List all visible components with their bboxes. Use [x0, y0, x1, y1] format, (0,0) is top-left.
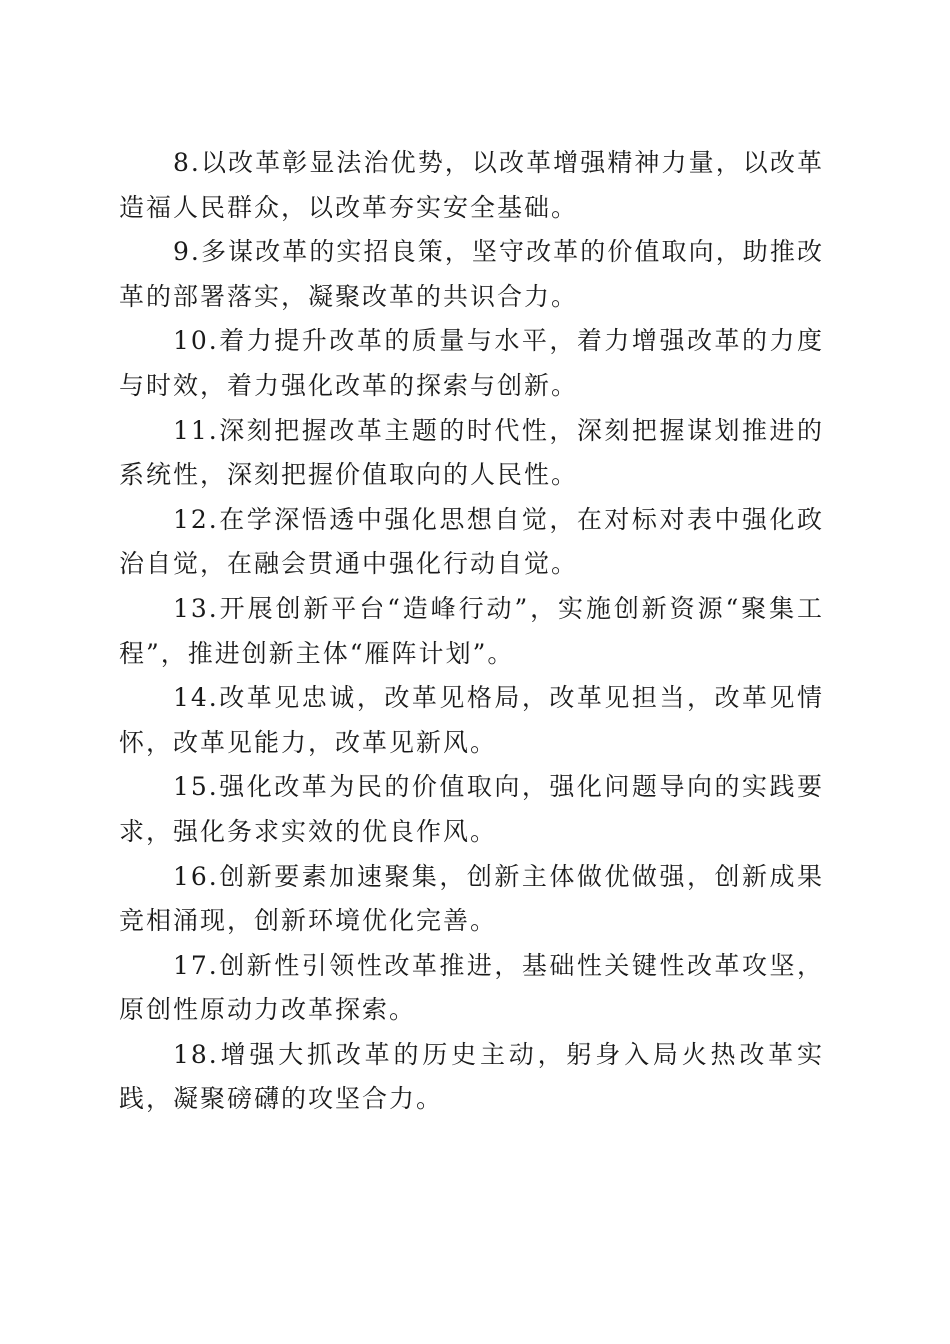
list-item-18: 18.增强大抓改革的历史主动，躬身入局火热改革实践，凝聚磅礴的攻坚合力。: [119, 1039, 824, 1114]
list-item-14: 14.改革见忠诚，改革见格局，改革见担当，改革见情怀，改革见能力，改革见新风。: [119, 683, 824, 757]
list-item-17: 17.创新性引领性改革推进，基础性关键性改革攻坚，原创性原动力改革探索。: [119, 950, 824, 1025]
list-item-8: 8.以改革彰显法治优势，以改革增强精神力量，以改革造福人民群众，以改革夯实安全基础。: [119, 148, 824, 222]
list-item-15: 15.强化改革为民的价值取向，强化问题导向的实践要求，强化务求实效的优良作风。: [119, 772, 824, 846]
list-item-13: 13.开展创新平台“造峰行动”，实施创新资源“聚集工程”，推进创新主体“雁阵计划”。: [119, 593, 824, 668]
list-item-16: 16.创新要素加速聚集，创新主体做优做强，创新成果竞相涌现，创新环境优化完善。: [119, 861, 824, 936]
document-body: [119, 141, 824, 1122]
list-item-11: 11.深刻把握改革主题的时代性，深刻把握谋划推进的系统性，深刻把握价值取向的人民性。: [119, 415, 824, 490]
list-item-12: 12.在学深悟透中强化思想自觉，在对标对表中强化政治自觉，在融会贯通中强化行动自觉。: [119, 504, 824, 579]
list-item-10: 10.着力提升改革的质量与水平，着力增强改革的力度与时效，着力强化改革的探索与创新。: [119, 326, 824, 400]
list-item-9: 9.多谋改革的实招良策，坚守改革的价值取向，助推改革的部署落实，凝聚改革的共识合力。: [119, 237, 824, 311]
